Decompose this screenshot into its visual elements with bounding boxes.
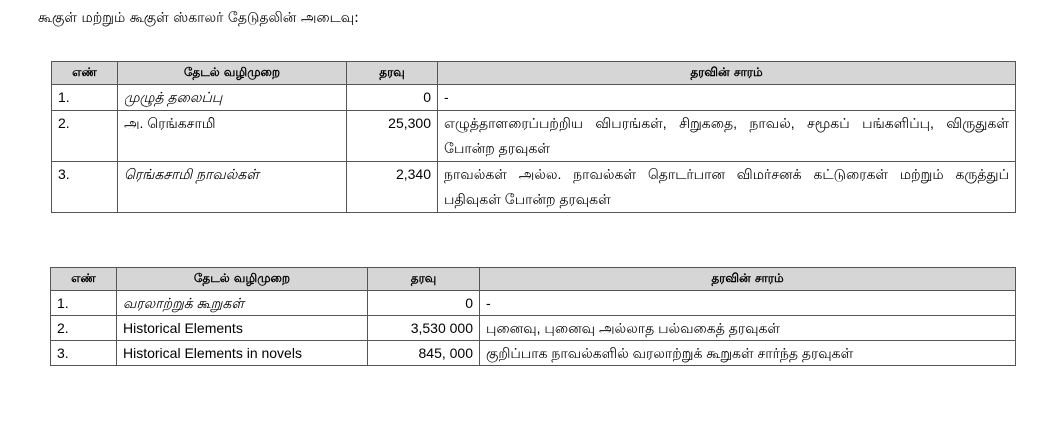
table-row	[51, 291, 1016, 316]
header-data-summary: தரவின் சாரம்	[480, 268, 1016, 291]
row-data-summary: புனைவு, புனைவு அல்லாத பல்வகைத் தரவுகள்	[480, 316, 1016, 341]
page-heading: கூகுள் மற்றும் கூகுள் ஸ்காலர் தேடுதலின் அடைவு:	[38, 10, 359, 26]
header-data: தரவு	[368, 268, 480, 291]
row-data-summary: -	[480, 291, 1016, 316]
row-number: 3.	[52, 162, 118, 213]
row-search-method: அ. ரெங்கசாமி	[118, 111, 347, 162]
table-header-row	[51, 268, 1016, 291]
row-search-method: முழுத் தலைப்பு	[118, 85, 347, 111]
table-row	[52, 85, 1016, 111]
header-data-summary: தரவின் சாரம்	[438, 62, 1016, 85]
header-search-method: தேடல் வழிமுறை	[117, 268, 368, 291]
row-number: 3.	[51, 341, 117, 366]
table-row	[52, 111, 1016, 162]
header-search-method: தேடல் வழிமுறை	[118, 62, 347, 85]
table-row	[51, 316, 1016, 341]
header-number: எண்	[51, 268, 117, 291]
header-data: தரவு	[347, 62, 438, 85]
search-results-table-2	[50, 267, 1016, 366]
search-results-table-1	[51, 61, 1016, 213]
table-header-row	[52, 62, 1016, 85]
row-number: 1.	[52, 85, 118, 111]
table-row	[51, 341, 1016, 366]
row-number: 1.	[51, 291, 117, 316]
row-search-method: ரெங்கசாமி நாவல்கள்	[118, 162, 347, 213]
row-search-method: Historical Elements in novels	[117, 341, 368, 366]
row-data-summary: எழுத்தாளரைப்பற்றிய விபரங்கள், சிறுகதை, நாவல், சமூகப் பங்களிப்பு, விருதுகள் போன்ற தரவுகள்	[438, 111, 1016, 162]
header-number: எண்	[52, 62, 118, 85]
row-search-method: வரலாற்றுக் கூறுகள்	[117, 291, 368, 316]
table-row	[52, 162, 1016, 213]
row-search-method: Historical Elements	[117, 316, 368, 341]
row-data-count: 0	[368, 291, 480, 316]
row-data-count: 845, 000	[368, 341, 480, 366]
row-data-count: 0	[347, 85, 438, 111]
row-data-count: 3,530 000	[368, 316, 480, 341]
row-data-summary: நாவல்கள் அல்ல. நாவல்கள் தொடர்பான விமர்சனக் கட்டுரைகள் மற்றும் கருத்துப் பதிவுகள் போன்ற தரவுகள்	[438, 162, 1016, 213]
row-data-count: 2,340	[347, 162, 438, 213]
row-number: 2.	[51, 316, 117, 341]
row-data-summary: குறிப்பாக நாவல்களில் வரலாற்றுக் கூறுகள் சார்ந்த தரவுகள்	[480, 341, 1016, 366]
row-data-summary: -	[438, 85, 1016, 111]
row-number: 2.	[52, 111, 118, 162]
row-data-count: 25,300	[347, 111, 438, 162]
